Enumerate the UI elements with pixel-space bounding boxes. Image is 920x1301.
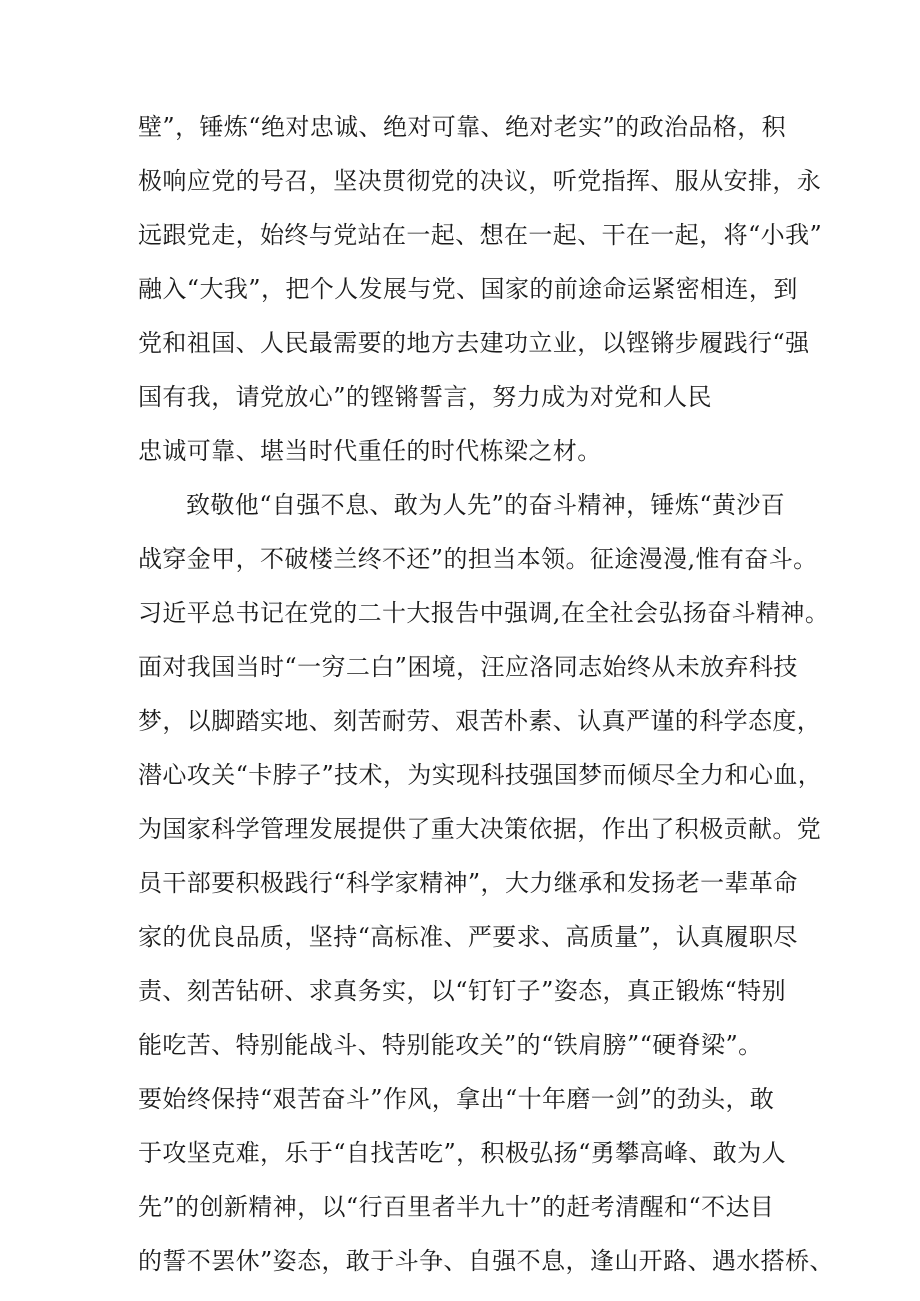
paragraph-line: 党和祖国、人民最需要的地方去建功立业，以铿锵步履践行“强 [138,329,810,357]
paragraph-line: 潜心攻关“卡脖子”技术，为实现科技强国梦而倾尽全力和心血， [138,761,823,789]
paragraph-line: 责、刻苦钻研、求真务实，以“钉钉子”姿态，真正锻炼“特别 [138,977,787,1005]
paragraph-line: 国有我，请党放心”的铿锵誓言，努力成为对党和人民 [138,383,712,411]
paragraph-line: 梦，以脚踏实地、刻苦耐劳、艰苦朴素、认真严谨的科学态度， [138,707,822,735]
paragraph-line: 极响应党的号召，坚决贯彻党的决议，听党指挥、服从安排，永 [138,167,822,195]
paragraph-line: 能吃苦、特别能战斗、特别能攻关”的“铁肩膀”“硬脊梁”。 [138,1031,763,1059]
paragraph-line: 融入“大我”，把个人发展与党、国家的前途命运紧密相连，到 [138,275,798,303]
paragraph-line: 为国家科学管理发展提供了重大决策依据，作出了积极贡献。党 [138,815,822,843]
paragraph-line: 习近平总书记在党的二十大报告中强调,在全社会弘扬奋斗精神。 [138,599,830,627]
paragraph-line: 先”的创新精神，以“行百里者半九十”的赶考清醒和“不达目 [138,1193,775,1221]
paragraph-line: 忠诚可靠、堪当时代重任的时代栋梁之材。 [138,437,602,465]
paragraph-1 [138,100,823,478]
paragraph-line: 的誓不罢休”姿态，敢于斗争、自强不息，逢山开路、遇水搭桥、 [138,1247,834,1275]
paragraph-line: 员干部要积极践行“科学家精神”，大力继承和发扬老一辈革命 [138,869,798,897]
paragraph-line: 远跟党走，始终与党站在一起、想在一起、干在一起，将“小我” [138,221,823,249]
paragraph-line: 致敬他“自强不息、敢为人先”的奋斗精神，锤炼“黄沙百 [186,491,786,519]
paragraph-line: 战穿金甲，不破楼兰终不还”的担当本领。征途漫漫,惟有奋斗。 [138,545,818,573]
paragraph-line: 于攻坚克难，乐于“自找苦吃”，积极弘扬“勇攀高峰、敢为人 [138,1139,787,1167]
paragraph-line: 家的优良品质，坚持“高标准、严要求、高质量”，认真履职尽 [138,923,798,951]
paragraph-line: 要始终保持“艰苦奋斗”作风，拿出“十年磨一剑”的劲头，敢 [138,1085,775,1113]
paragraph-line: 面对我国当时“一穷二白”困境，汪应洛同志始终从未放弃科技 [138,653,798,681]
document-body [138,100,834,1288]
paragraph-2 [138,478,834,1288]
paragraph-line: 壁”，锤炼“绝对忠诚、绝对可靠、绝对老实”的政治品格，积 [138,113,787,141]
